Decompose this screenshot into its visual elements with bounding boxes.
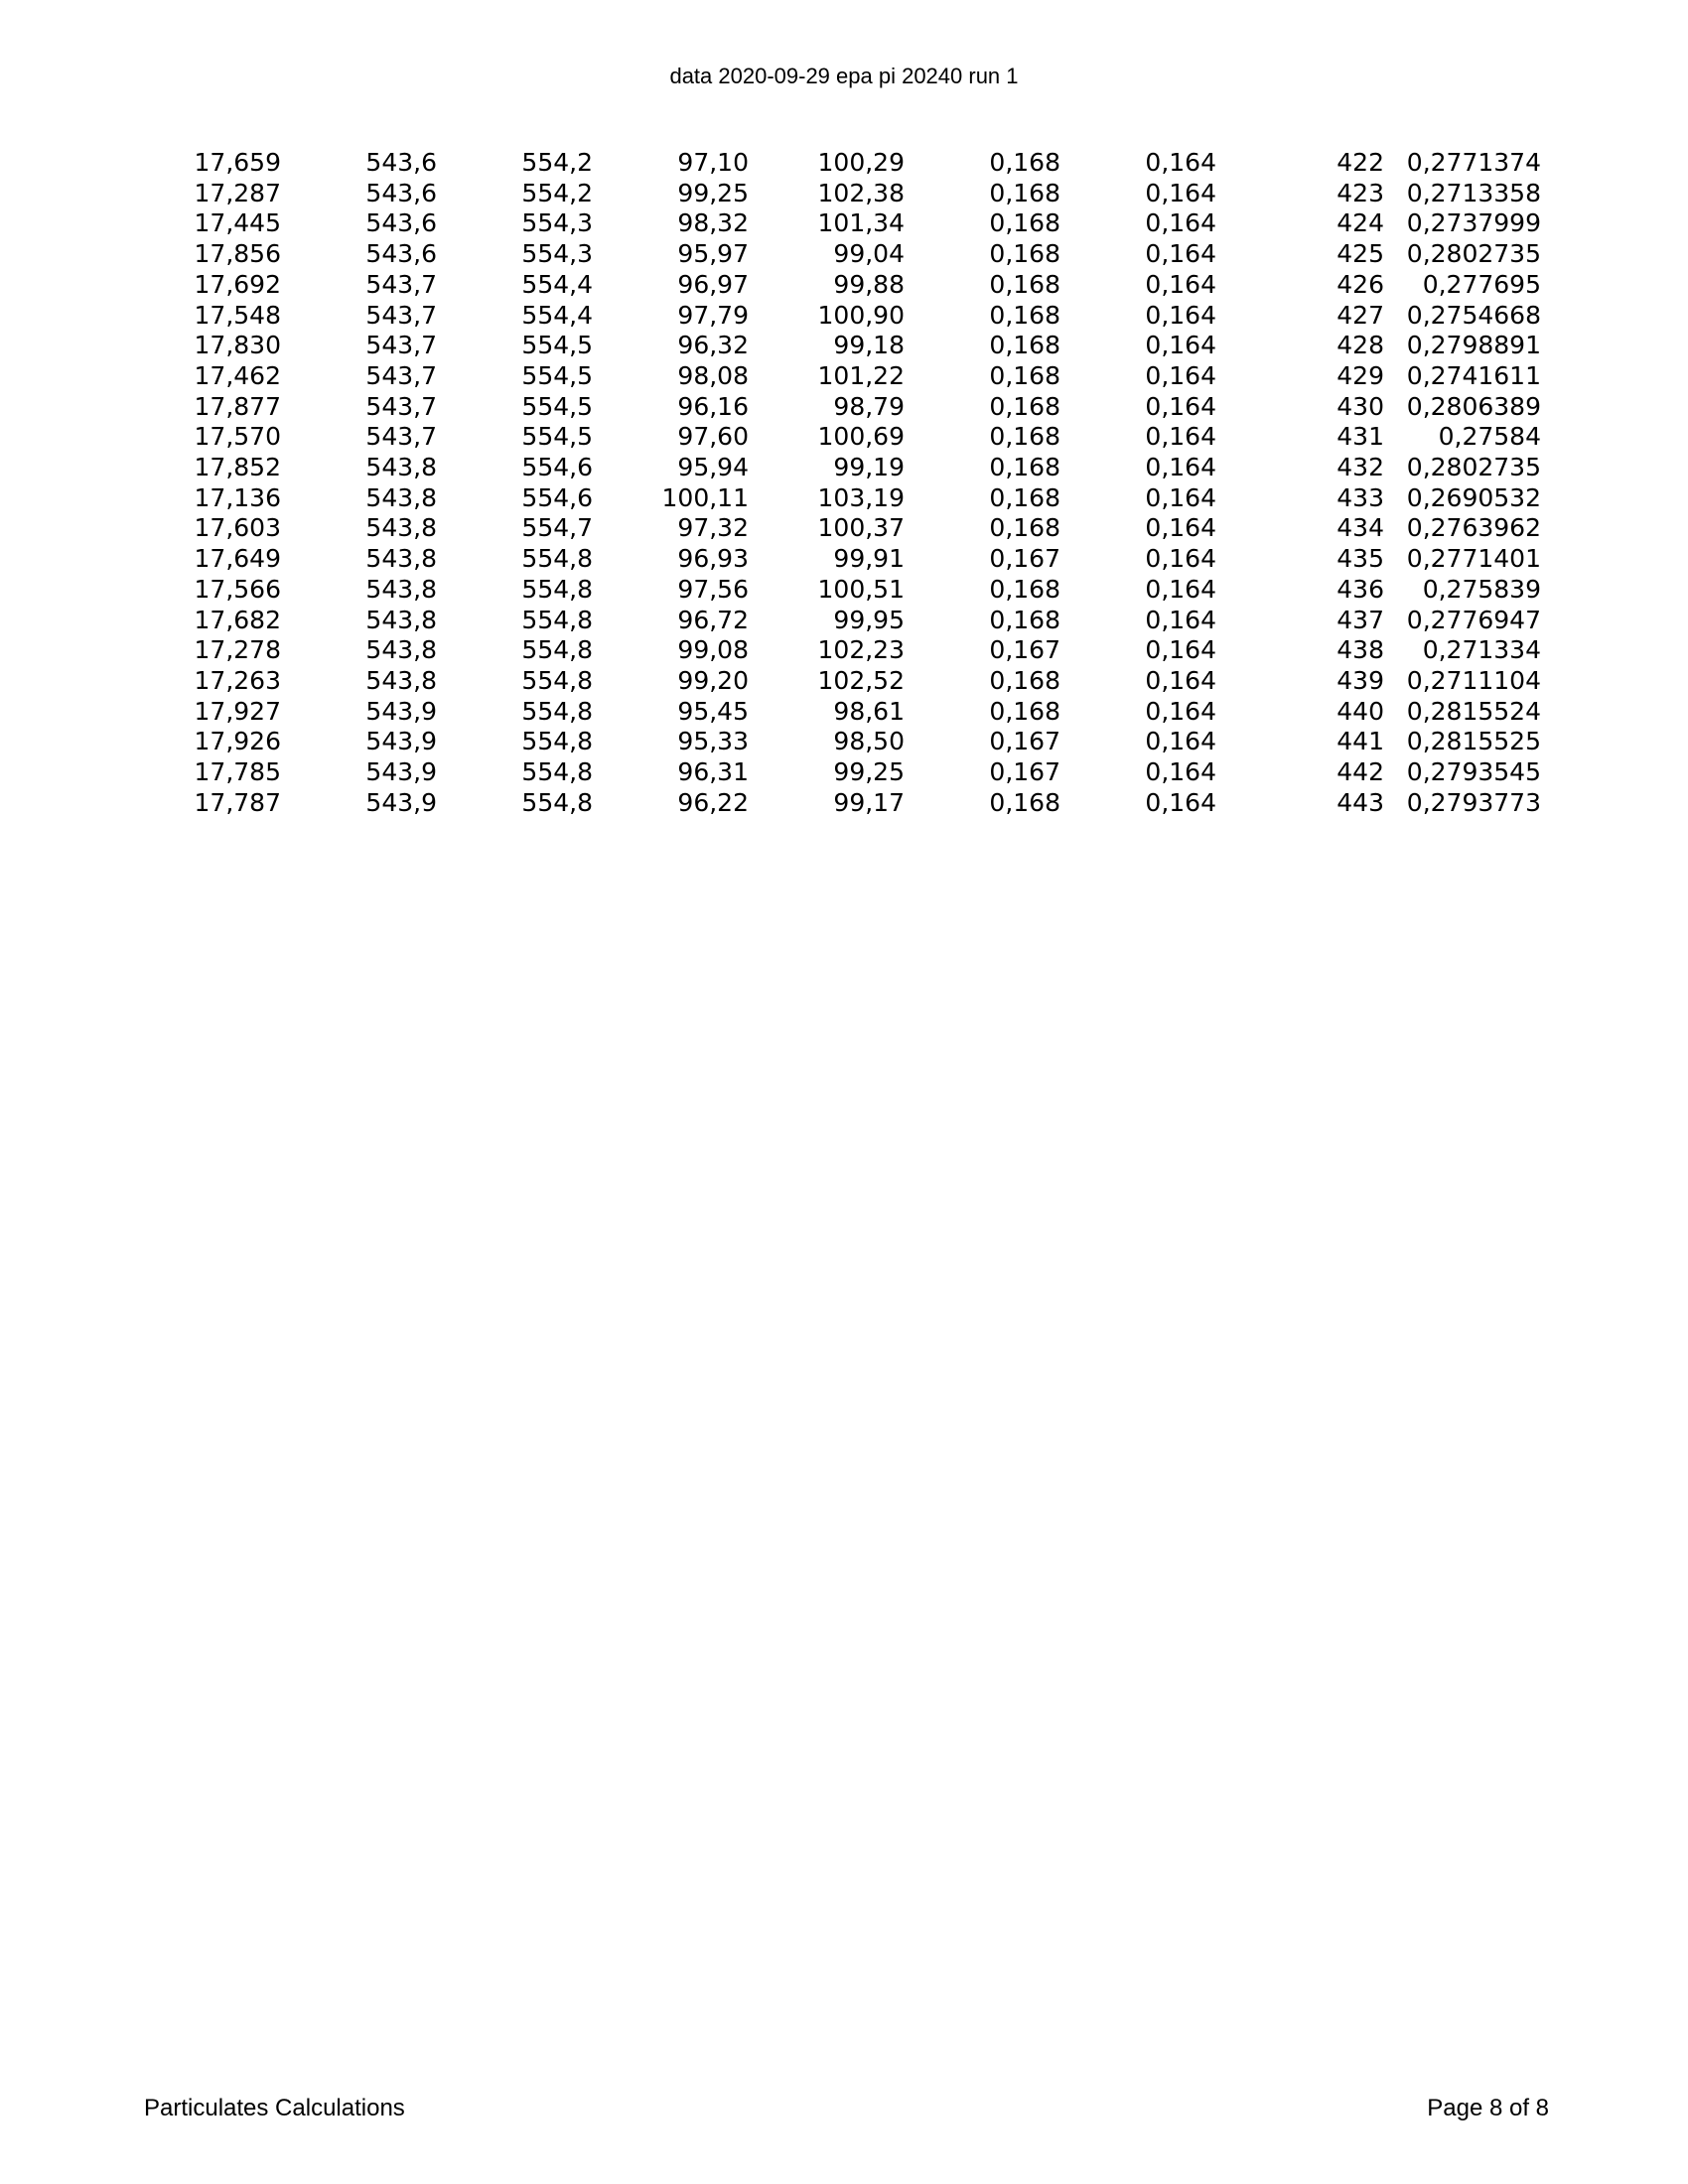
table-cell: 0,164 <box>1145 513 1216 543</box>
table-row <box>0 392 1541 423</box>
table-cell: 97,56 <box>677 574 749 604</box>
table-cell: 543,8 <box>365 544 437 574</box>
table-cell: 543,6 <box>365 178 437 207</box>
table-cell: 95,97 <box>677 239 749 269</box>
table-row <box>0 606 1541 636</box>
table-cell: 554,4 <box>521 269 593 299</box>
table-cell: 543,8 <box>365 665 437 695</box>
table-cell: 543,7 <box>365 391 437 421</box>
table-cell: 99,25 <box>677 178 749 207</box>
table-cell: 429 <box>1336 360 1384 390</box>
table-cell: 554,8 <box>521 787 593 817</box>
table-cell: 102,52 <box>817 665 905 695</box>
table-row <box>0 270 1541 301</box>
table-cell: 543,7 <box>365 422 437 452</box>
table-cell: 98,50 <box>833 727 905 756</box>
table-cell: 554,5 <box>521 360 593 390</box>
table-row <box>0 331 1541 361</box>
table-cell: 0,164 <box>1145 635 1216 665</box>
table-row <box>0 635 1541 666</box>
table-cell: 97,60 <box>677 422 749 452</box>
table-cell: 0,164 <box>1145 208 1216 238</box>
table-cell: 433 <box>1336 482 1384 512</box>
table-cell: 0,2798891 <box>1406 331 1541 360</box>
table-row <box>0 361 1541 392</box>
table-cell: 0,164 <box>1145 300 1216 330</box>
table-cell: 0,164 <box>1145 544 1216 574</box>
table-cell: 17,787 <box>194 787 281 817</box>
table-cell: 103,19 <box>817 482 905 512</box>
table-cell: 543,7 <box>365 300 437 330</box>
table-cell: 554,8 <box>521 696 593 726</box>
table-cell: 97,10 <box>677 148 749 177</box>
table-cell: 428 <box>1336 331 1384 360</box>
table-cell: 0,164 <box>1145 696 1216 726</box>
table-cell: 102,23 <box>817 635 905 665</box>
table-cell: 543,8 <box>365 513 437 543</box>
table-cell: 0,164 <box>1145 422 1216 452</box>
table-cell: 0,168 <box>989 178 1060 207</box>
table-row <box>0 453 1541 483</box>
table-cell: 554,8 <box>521 665 593 695</box>
table-cell: 0,167 <box>989 635 1060 665</box>
table-cell: 0,2793545 <box>1406 757 1541 787</box>
table-cell: 0,168 <box>989 605 1060 634</box>
table-cell: 543,8 <box>365 453 437 482</box>
table-cell: 0,2802735 <box>1406 453 1541 482</box>
table-cell: 0,168 <box>989 269 1060 299</box>
table-cell: 431 <box>1336 422 1384 452</box>
table-cell: 96,72 <box>677 605 749 634</box>
table-cell: 0,164 <box>1145 665 1216 695</box>
table-cell: 442 <box>1336 757 1384 787</box>
table-cell: 17,682 <box>194 605 281 634</box>
table-cell: 98,08 <box>677 360 749 390</box>
table-cell: 98,61 <box>833 696 905 726</box>
table-cell: 554,3 <box>521 208 593 238</box>
table-cell: 424 <box>1336 208 1384 238</box>
table-cell: 439 <box>1336 665 1384 695</box>
table-cell: 100,51 <box>817 574 905 604</box>
table-cell: 0,168 <box>989 331 1060 360</box>
table-cell: 438 <box>1336 635 1384 665</box>
table-row <box>0 788 1541 819</box>
table-cell: 0,168 <box>989 482 1060 512</box>
table-cell: 99,18 <box>833 331 905 360</box>
table-cell: 0,2754668 <box>1406 300 1541 330</box>
table-cell: 554,2 <box>521 178 593 207</box>
table-cell: 422 <box>1336 148 1384 177</box>
table-cell: 17,785 <box>194 757 281 787</box>
table-row <box>0 757 1541 788</box>
table-cell: 426 <box>1336 269 1384 299</box>
table-cell: 437 <box>1336 605 1384 634</box>
table-cell: 425 <box>1336 239 1384 269</box>
table-cell: 95,33 <box>677 727 749 756</box>
table-cell: 554,6 <box>521 453 593 482</box>
table-cell: 0,164 <box>1145 727 1216 756</box>
table-cell: 543,6 <box>365 239 437 269</box>
table-row <box>0 513 1541 544</box>
table-cell: 543,8 <box>365 605 437 634</box>
table-cell: 0,168 <box>989 360 1060 390</box>
table-cell: 101,34 <box>817 208 905 238</box>
table-cell: 543,9 <box>365 727 437 756</box>
table-cell: 0,2793773 <box>1406 787 1541 817</box>
table-cell: 554,2 <box>521 148 593 177</box>
table-cell: 543,9 <box>365 696 437 726</box>
table-cell: 96,32 <box>677 331 749 360</box>
table-cell: 99,25 <box>833 757 905 787</box>
table-cell: 554,3 <box>521 239 593 269</box>
table-cell: 543,6 <box>365 208 437 238</box>
table-cell: 0,164 <box>1145 757 1216 787</box>
table-cell: 0,277695 <box>1422 269 1541 299</box>
table-cell: 0,168 <box>989 513 1060 543</box>
table-cell: 554,5 <box>521 391 593 421</box>
table-cell: 554,8 <box>521 605 593 634</box>
table-cell: 96,22 <box>677 787 749 817</box>
table-row <box>0 208 1541 239</box>
table-cell: 543,7 <box>365 269 437 299</box>
table-cell: 96,16 <box>677 391 749 421</box>
table-cell: 17,877 <box>194 391 281 421</box>
table-cell: 0,164 <box>1145 148 1216 177</box>
footer-document-title: Particulates Calculations <box>144 2095 405 2121</box>
table-cell: 554,5 <box>521 422 593 452</box>
table-cell: 17,692 <box>194 269 281 299</box>
table-cell: 440 <box>1336 696 1384 726</box>
table-cell: 0,2776947 <box>1406 605 1541 634</box>
table-cell: 543,6 <box>365 148 437 177</box>
table-cell: 96,97 <box>677 269 749 299</box>
table-cell: 100,29 <box>817 148 905 177</box>
table-cell: 0,271334 <box>1422 635 1541 665</box>
table-cell: 17,263 <box>194 665 281 695</box>
table-cell: 0,168 <box>989 422 1060 452</box>
table-cell: 0,2771401 <box>1406 544 1541 574</box>
table-cell: 99,88 <box>833 269 905 299</box>
table-cell: 17,649 <box>194 544 281 574</box>
table-cell: 0,164 <box>1145 605 1216 634</box>
table-cell: 102,38 <box>817 178 905 207</box>
table-cell: 0,168 <box>989 696 1060 726</box>
table-cell: 0,2815524 <box>1406 696 1541 726</box>
table-cell: 99,19 <box>833 453 905 482</box>
table-cell: 0,164 <box>1145 482 1216 512</box>
table-cell: 17,278 <box>194 635 281 665</box>
table-cell: 0,168 <box>989 453 1060 482</box>
table-cell: 0,2815525 <box>1406 727 1541 756</box>
table-cell: 17,566 <box>194 574 281 604</box>
table-cell: 101,22 <box>817 360 905 390</box>
table-row <box>0 697 1541 728</box>
table-cell: 99,04 <box>833 239 905 269</box>
table-cell: 554,8 <box>521 727 593 756</box>
table-row <box>0 544 1541 575</box>
table-cell: 432 <box>1336 453 1384 482</box>
table-row <box>0 666 1541 697</box>
table-cell: 543,7 <box>365 360 437 390</box>
table-cell: 17,548 <box>194 300 281 330</box>
table-cell: 0,164 <box>1145 178 1216 207</box>
table-cell: 0,2690532 <box>1406 482 1541 512</box>
table-cell: 0,168 <box>989 665 1060 695</box>
table-cell: 441 <box>1336 727 1384 756</box>
table-cell: 0,168 <box>989 148 1060 177</box>
table-cell: 95,45 <box>677 696 749 726</box>
table-cell: 0,2737999 <box>1406 208 1541 238</box>
table-row <box>0 575 1541 606</box>
page-title: data 2020-09-29 epa pi 20240 run 1 <box>669 64 1019 88</box>
table-cell: 543,8 <box>365 635 437 665</box>
table-row <box>0 727 1541 757</box>
table-cell: 554,8 <box>521 757 593 787</box>
table-cell: 0,168 <box>989 300 1060 330</box>
table-cell: 430 <box>1336 391 1384 421</box>
table-cell: 0,275839 <box>1422 574 1541 604</box>
table-cell: 434 <box>1336 513 1384 543</box>
table-cell: 0,2802735 <box>1406 239 1541 269</box>
table-row <box>0 301 1541 332</box>
table-cell: 0,2713358 <box>1406 178 1541 207</box>
table-cell: 97,79 <box>677 300 749 330</box>
table-cell: 17,852 <box>194 453 281 482</box>
table-cell: 99,91 <box>833 544 905 574</box>
table-cell: 17,927 <box>194 696 281 726</box>
table-cell: 543,8 <box>365 574 437 604</box>
table-row <box>0 239 1541 270</box>
table-cell: 17,570 <box>194 422 281 452</box>
table-row <box>0 483 1541 514</box>
table-cell: 0,164 <box>1145 787 1216 817</box>
table-cell: 95,94 <box>677 453 749 482</box>
table-cell: 0,168 <box>989 574 1060 604</box>
table-cell: 17,445 <box>194 208 281 238</box>
table-cell: 98,32 <box>677 208 749 238</box>
table-cell: 100,90 <box>817 300 905 330</box>
table-cell: 0,168 <box>989 391 1060 421</box>
table-cell: 435 <box>1336 544 1384 574</box>
table-cell: 554,6 <box>521 482 593 512</box>
table-cell: 554,8 <box>521 635 593 665</box>
data-table <box>0 148 1541 818</box>
table-cell: 0,164 <box>1145 391 1216 421</box>
data-table-body <box>0 148 1541 818</box>
table-cell: 554,5 <box>521 331 593 360</box>
table-cell: 554,8 <box>521 574 593 604</box>
table-cell: 0,167 <box>989 544 1060 574</box>
table-cell: 0,2741611 <box>1406 360 1541 390</box>
table-cell: 443 <box>1336 787 1384 817</box>
table-cell: 0,168 <box>989 787 1060 817</box>
table-cell: 99,20 <box>677 665 749 695</box>
table-cell: 96,31 <box>677 757 749 787</box>
table-cell: 100,37 <box>817 513 905 543</box>
table-cell: 98,79 <box>833 391 905 421</box>
table-cell: 17,856 <box>194 239 281 269</box>
table-cell: 554,7 <box>521 513 593 543</box>
table-cell: 0,164 <box>1145 269 1216 299</box>
table-cell: 0,164 <box>1145 331 1216 360</box>
table-cell: 96,93 <box>677 544 749 574</box>
table-cell: 0,2771374 <box>1406 148 1541 177</box>
table-cell: 427 <box>1336 300 1384 330</box>
table-cell: 423 <box>1336 178 1384 207</box>
table-cell: 0,168 <box>989 239 1060 269</box>
table-cell: 0,2806389 <box>1406 391 1541 421</box>
table-cell: 97,32 <box>677 513 749 543</box>
table-cell: 100,11 <box>661 482 749 512</box>
table-row <box>0 148 1541 179</box>
table-cell: 17,287 <box>194 178 281 207</box>
table-cell: 0,2763962 <box>1406 513 1541 543</box>
table-cell: 0,2711104 <box>1406 665 1541 695</box>
footer-page-number: Page 8 of 8 <box>1427 2095 1549 2121</box>
table-cell: 17,830 <box>194 331 281 360</box>
table-cell: 543,7 <box>365 331 437 360</box>
table-cell: 543,8 <box>365 482 437 512</box>
table-cell: 554,4 <box>521 300 593 330</box>
table-cell: 0,167 <box>989 757 1060 787</box>
table-row <box>0 179 1541 209</box>
table-cell: 0,168 <box>989 208 1060 238</box>
table-cell: 17,603 <box>194 513 281 543</box>
table-cell: 99,95 <box>833 605 905 634</box>
table-cell: 0,164 <box>1145 453 1216 482</box>
table-cell: 0,164 <box>1145 360 1216 390</box>
table-cell: 0,167 <box>989 727 1060 756</box>
table-cell: 17,659 <box>194 148 281 177</box>
table-cell: 0,27584 <box>1438 422 1541 452</box>
table-cell: 0,164 <box>1145 574 1216 604</box>
table-cell: 543,9 <box>365 787 437 817</box>
table-cell: 17,462 <box>194 360 281 390</box>
table-cell: 0,164 <box>1145 239 1216 269</box>
table-cell: 17,136 <box>194 482 281 512</box>
table-cell: 99,17 <box>833 787 905 817</box>
table-cell: 100,69 <box>817 422 905 452</box>
table-cell: 17,926 <box>194 727 281 756</box>
table-cell: 543,9 <box>365 757 437 787</box>
table-cell: 436 <box>1336 574 1384 604</box>
table-row <box>0 422 1541 453</box>
table-cell: 554,8 <box>521 544 593 574</box>
table-cell: 99,08 <box>677 635 749 665</box>
